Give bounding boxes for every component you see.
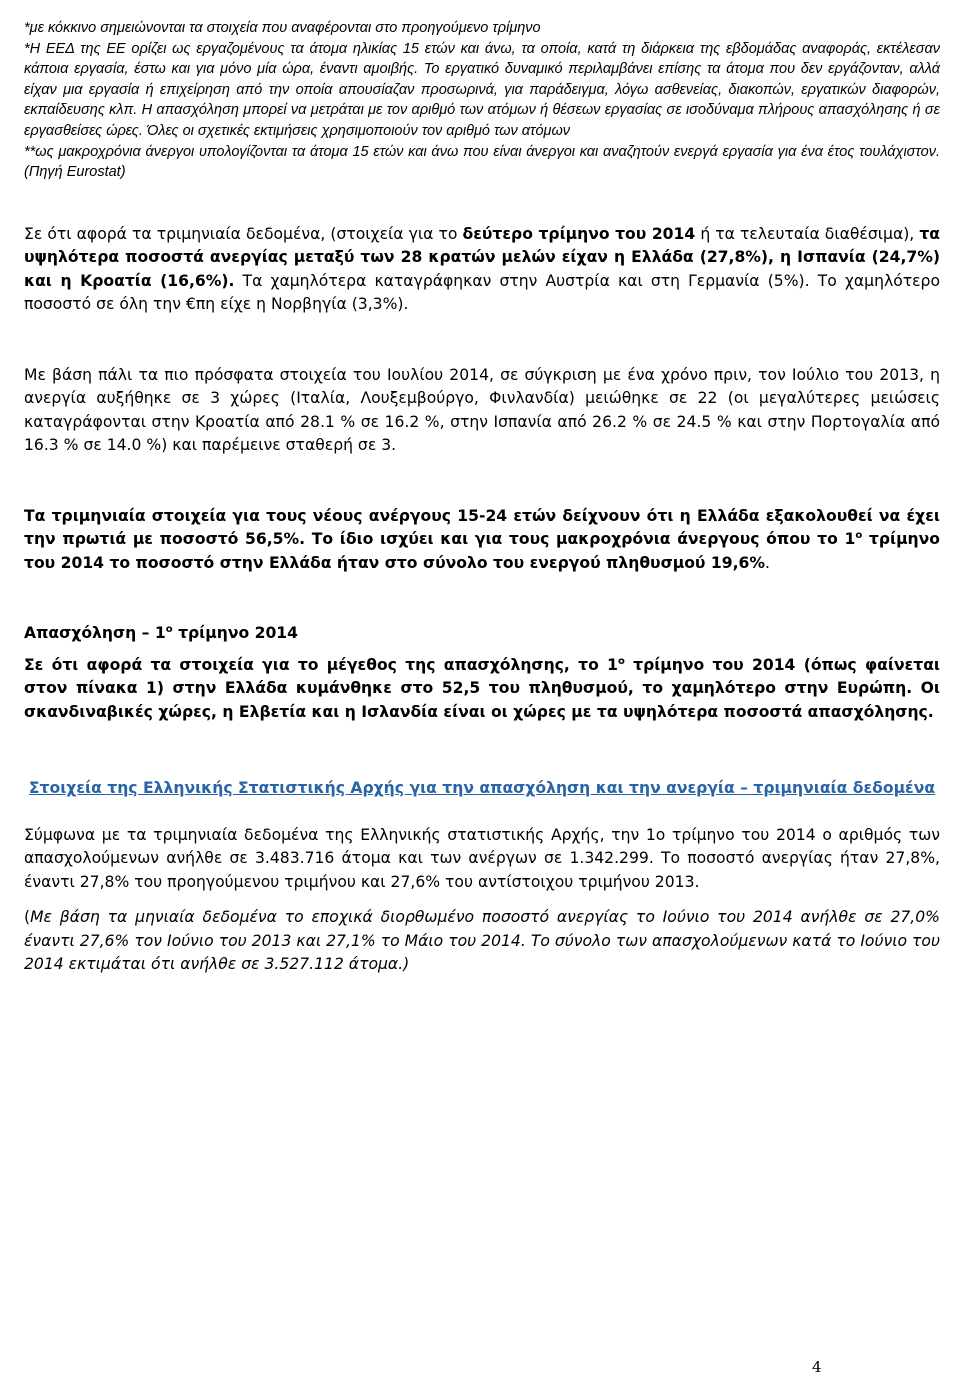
elstat-data-link[interactable]: Στοιχεία της Ελληνικής Στατιστικής Αρχής για την απασχόληση και την ανεργία – τριμηνιαία δεδομένα (28, 779, 936, 798)
footnote-long-term-unemployed: **ως μακροχρόνια άνεργοι υπολογίζονται τα άτομα 15 ετών και άνω που είναι άνεργοι και αναζητούν ενεργά εργασία για ένα έτος τουλάχιστον.(Πηγή Eurostat) (24, 143, 940, 181)
footnote-red-note: *με κόκκινο σημειώνονται τα στοιχεία που αναφέρονται στο προηγούμενο τρίμηνο (24, 20, 541, 36)
text-segment-bold: τρίμηνο του 2014 το ποσοστό στην Ελλάδα ήταν στο σύνολο του ενεργού πληθυσμού 19,6% (24, 530, 940, 572)
document-page (24, 18, 940, 977)
footnote-employment-definition: *Η ΕΕΔ της ΕΕ ορίζει ως εργαζομένους τα άτομα ηλικίας 15 ετών και άνω, τα οποία, κατά τη διάρκεια της εβδομάδας αναφοράς, εκτέλεσαν κάποια εργασία, έστω και για μόνο μία ώρα, έναντι αμοιβής. Το εργατικό δυναμικό περιλαμβάνει επίσης τα άτομα που δεν εργάζονταν, αλλά είχαν μια εργασία ή επιχείρηση από την οποία απουσίαζαν προσωρινά, για παράδειγμα, λόγω ασθενείας, διακοπών, εργατικών διαφορών, εκπαίδευσης κλπ. Η απασχόληση μπορεί να μετράται με τον αριθμό των ατόμων ή θέσεων εργασίας σε ισοδύναμα πλήρους απασχόλησης ή σε εργασθείσες ώρες. Όλες οι σχετικές εκτιμήσεις χρησιμοποιούν τον αριθμό των ατόμων (24, 40, 940, 139)
text-segment: Σε ότι αφορά τα τριμηνιαία δεδομένα, (στοιχεία για το (24, 224, 463, 243)
text-segment-bold: Τα τριμηνιαία στοιχεία για τους νέους ανέργους 15-24 ετών δείχνουν ότι η Ελλάδα εξακολουθεί να έχει την πρωτιά με ποσοστό 56,5%. Το ίδιο ισχύει και για τους μακροχρόνια άνεργους όπου το 1 (24, 506, 940, 549)
heading-employment (24, 622, 940, 646)
footnotes (24, 18, 940, 183)
paragraph-youth-unemployment (24, 505, 940, 576)
text-segment-bold: δεύτερο τρίμηνο του 2014 (462, 224, 696, 243)
paragraph-monthly-data (24, 906, 940, 977)
text-segment: Τα χαμηλότερα καταγράφηκαν στην Αυστρία και στη Γερμανία (5%). Το χαμηλότερο ποσοστό σε όλη την €πη είχε η Νορβηγία (3,3%). (24, 271, 940, 314)
paragraph-employment-size (24, 654, 940, 725)
text-segment: ( (24, 908, 31, 927)
superscript: ο (855, 530, 863, 542)
text-segment-bold: τρίμηνο του 2014 (όπως φαίνεται στον πίνακα 1) στην Ελλάδα κυμάνθηκε στο 52,5 του πληθυσμού, το χαμηλότερο στην Ευρώπη. Οι σκανδιναβικές χώρες, η Ελβετία και η Ισλανδία είναι οι χώρες με τα υψηλότερα ποσοστά απασχόλησης. (24, 655, 940, 721)
paragraph-quarterly-data (24, 223, 940, 317)
text-segment-bold: Σε ότι αφορά τα στοιχεία για το μέγεθος της απασχόλησης, το 1 (24, 655, 618, 674)
paragraph-july-data: Με βάση πάλι τα πιο πρόσφατα στοιχεία του Ιουλίου 2014, σε σύγκριση με ένα χρόνο πριν, τον Ιούλιο του 2013, η ανεργία αυξήθηκε σε 3 χώρες (Ιταλία, Λουξεμβούργο, Φινλανδία) μειώθηκε σε 22 (οι μεγαλύτερες μειώσεις καταγράφονται στην Κροατία από 28.1 % σε 16.2 %, στην Ισπανία από 26.2 % σε 24.5 % και στην Πορτογαλία από 16.3 % σε 14.0 %) και παρέμεινε σταθερή σε 3. (24, 365, 940, 455)
text-segment: ή τα τελευταία διαθέσιμα), (695, 224, 920, 243)
paragraph-elstat-quarterly: Σύμφωνα με τα τριμηνιαία δεδομένα της Ελληνικής στατιστικής Αρχής, την 1ο τρίμηνο του 2014 ο αριθμός των απασχολούμενων ανήλθε σε 3.483.716 άτομα και των ανέργων σε 1.342.299. Το ποσοστό ανεργίας ήταν 27,8%, έναντι 27,8% του προηγούμενου τριμήνου και 27,6% του αντίστοιχου τριμήνου 2013. (24, 825, 940, 891)
superscript: ο (617, 655, 625, 667)
heading-text: Απασχόληση – 1 (24, 624, 166, 643)
heading-text: τρίμηνο 2014 (172, 624, 298, 643)
text-segment: . (764, 553, 770, 572)
page-number: 4 (812, 1358, 822, 1376)
text-segment-italic: Με βάση τα μηνιαία δεδομένα το εποχικά διορθωμένο ποσοστό ανεργίας το Ιούνιο του 2014 ανήλθε σε 27,0% έναντι 27,6% τον Ιούνιο του 2013 και 27,1% το Μάιο του 2014. Το σύνολο των απασχολούμενων κατά το Ιούνιο του 2014 εκτιμάται ότι ανήλθε σε 3.527.112 άτομα.) (24, 908, 940, 974)
superscript: ο (165, 624, 173, 636)
text-segment-bold: τα υψηλότερα ποσοστά ανεργίας μεταξύ των 28 κρατών μελών είχαν η Ελλάδα (27,8%), η Ισπανία (24,7%) και η Κροατία (16,6%). (24, 224, 941, 290)
